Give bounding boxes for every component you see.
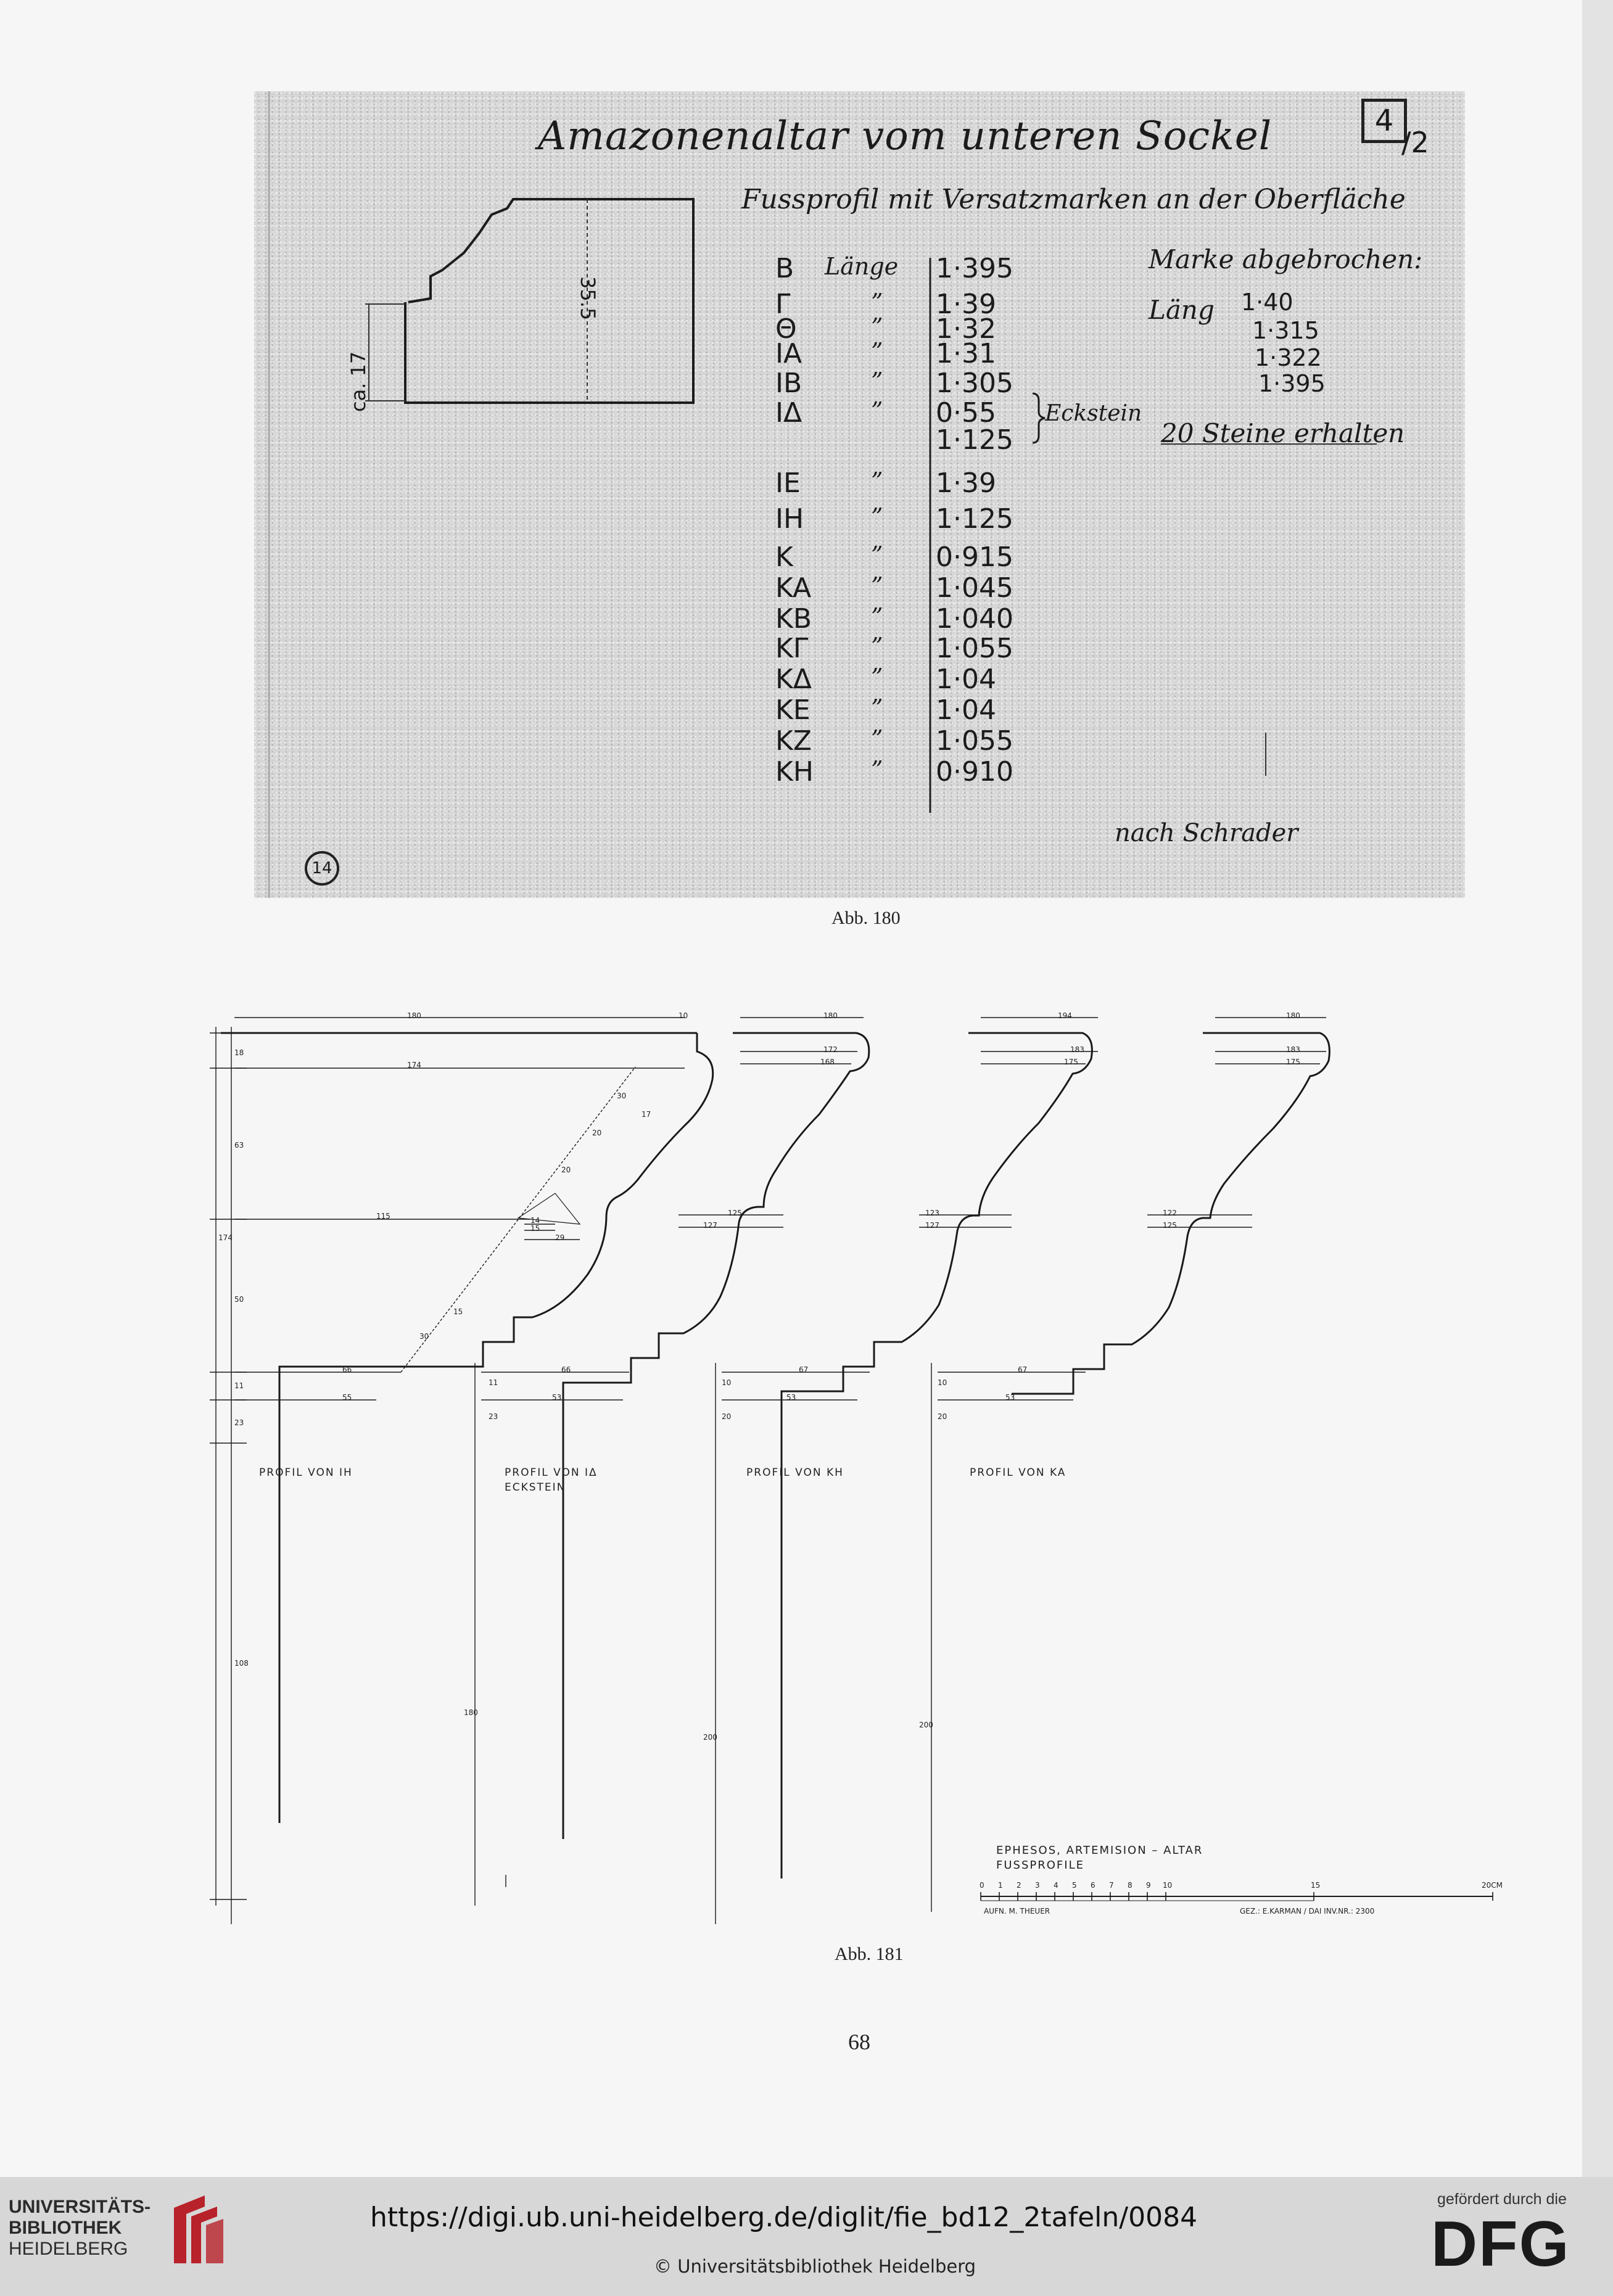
dim-label: 180 <box>823 1011 838 1020</box>
marker-value: 1·31 <box>936 338 996 369</box>
profile-drawing-lines <box>210 999 1524 1930</box>
marker-label: ” <box>871 633 883 660</box>
right-value-1: 1·40 <box>1241 289 1293 316</box>
scale-tick-label: 3 <box>1035 1881 1040 1890</box>
marker-value: 1·39 <box>936 289 996 320</box>
title-block-line2: FUSSPROFILE <box>996 1859 1084 1872</box>
marker-letter: Θ <box>775 313 797 345</box>
marker-value: 0·55 <box>936 397 996 429</box>
profile-ih-label: PROFIL VON IH <box>259 1467 353 1479</box>
marker-letter: KE <box>775 694 811 726</box>
marker-letter: B <box>775 253 794 284</box>
dim-label: 125 <box>1163 1221 1177 1230</box>
document-url[interactable]: https://digi.ub.uni-heidelberg.de/diglit/fie_bd12_2tafeln/0084 <box>370 2202 1198 2233</box>
circle-number: 14 <box>305 851 339 886</box>
dim-label: 175 <box>1286 1058 1300 1066</box>
dim-label: 127 <box>703 1221 717 1230</box>
dim-label: 17 <box>641 1110 651 1119</box>
marker-label: ” <box>871 338 883 365</box>
marker-label: ” <box>871 756 883 783</box>
scale-tick-label: 10 <box>1163 1881 1173 1890</box>
page-number: 68 <box>848 2030 870 2054</box>
marker-value: 1·305 <box>936 368 1013 399</box>
marker-letter: IΔ <box>775 397 802 429</box>
right-value-2: 1·315 <box>1252 317 1319 344</box>
marker-letter: KΔ <box>775 664 812 695</box>
marker-label: ” <box>871 664 883 691</box>
dim-label: 67 <box>799 1365 809 1374</box>
profile-ida-dimlines <box>475 1018 864 1906</box>
marker-value: 1·395 <box>936 253 1013 284</box>
profile-ka-label: PROFIL VON KA <box>970 1467 1066 1479</box>
marker-letter: KA <box>775 572 812 604</box>
dim-label: 200 <box>919 1721 933 1729</box>
marker-label: ” <box>871 603 883 630</box>
marker-value: 1·125 <box>936 424 1013 456</box>
dim-label: 20 <box>722 1412 732 1421</box>
dim-label: 53 <box>786 1393 796 1402</box>
dim-label: 200 <box>703 1733 717 1742</box>
dim-label: 168 <box>820 1058 835 1066</box>
marker-letter: IB <box>775 368 802 399</box>
dim-label: 23 <box>489 1412 498 1421</box>
profile-ida-label: PROFIL VON IΔ <box>505 1467 598 1479</box>
scale-tick-label: 7 <box>1109 1881 1114 1890</box>
dim-label: 14 <box>530 1216 540 1225</box>
profile-width-label: 35.5 <box>576 276 600 321</box>
dim-label: 180 <box>464 1708 478 1717</box>
stones-note: 20 Steine erhalten <box>1161 418 1405 448</box>
dim-label: 67 <box>1018 1365 1028 1374</box>
scan-box-number: 4 <box>1361 99 1407 143</box>
title-block-left-credit: AUFN. M. THEUER <box>984 1907 1050 1915</box>
handwritten-scan <box>254 91 1465 898</box>
dim-label: 180 <box>407 1011 421 1020</box>
marker-letter: KB <box>775 603 812 635</box>
dim-label: 127 <box>925 1221 939 1230</box>
scan-subtitle: Fussprofil mit Versatzmarken an der Oberfläche <box>741 184 1406 215</box>
marker-value: 0·915 <box>936 541 1013 573</box>
profile-ida-outline <box>563 1033 869 1839</box>
marker-letter: K <box>775 541 793 573</box>
right-value-3: 1·322 <box>1255 344 1322 371</box>
dim-label: 18 <box>234 1048 244 1057</box>
title-block-right-credit: GEZ.: E.KARMAN / DAI INV.NR.: 2300 <box>1240 1907 1375 1915</box>
dim-label: 10 <box>938 1378 947 1387</box>
profile-kh-label: PROFIL VON KH <box>746 1467 844 1479</box>
marker-value: 0·910 <box>936 756 1013 788</box>
dim-label: 53 <box>552 1393 562 1402</box>
marker-label: ” <box>871 313 883 340</box>
profile-ida-sublabel: ECKSTEIN <box>505 1481 566 1494</box>
marker-letter: Γ <box>775 289 791 320</box>
profile-ih-outline <box>221 1033 713 1823</box>
dim-label: 55 <box>342 1393 352 1402</box>
dim-label: 50 <box>234 1295 244 1304</box>
scale-tick-label: 5 <box>1072 1881 1077 1890</box>
dim-label: 15 <box>530 1224 540 1233</box>
dim-label: 122 <box>1163 1209 1177 1217</box>
dim-label: 174 <box>218 1233 233 1242</box>
scale-tick-label: 15 <box>1311 1881 1321 1890</box>
dim-label: 194 <box>1058 1011 1072 1020</box>
marker-label: ” <box>871 503 883 530</box>
title-block-line1: EPHESOS, ARTEMISION – ALTAR <box>996 1844 1203 1857</box>
dim-label: 20 <box>592 1129 602 1137</box>
dim-label: 10 <box>679 1011 688 1020</box>
marker-label: Länge <box>825 253 899 280</box>
dim-label: 10 <box>722 1378 732 1387</box>
marker-label: ” <box>871 397 883 424</box>
marker-letter: IA <box>775 338 802 369</box>
dim-label: 30 <box>617 1092 627 1100</box>
eckstein-note: Eckstein <box>1045 401 1142 426</box>
dim-label: 172 <box>823 1045 838 1054</box>
dim-label: 53 <box>1005 1393 1015 1402</box>
marker-letter: IH <box>775 503 804 535</box>
right-heading: Marke abgebrochen: <box>1149 244 1423 274</box>
dim-label: 183 <box>1070 1045 1084 1054</box>
marker-value: 1·04 <box>936 694 996 726</box>
scale-tick-label: 0 <box>980 1881 984 1890</box>
marker-value: 1·32 <box>936 313 996 345</box>
library-name-line2: BIBLIOTHEK <box>9 2218 122 2238</box>
dim-label: 125 <box>728 1209 742 1217</box>
marker-value: 1·055 <box>936 633 1013 664</box>
marker-letter: KZ <box>775 725 812 757</box>
scale-tick-label: 1 <box>998 1881 1003 1890</box>
scale-tick-label: 2 <box>1017 1881 1021 1890</box>
dim-label: 115 <box>376 1212 390 1220</box>
library-name-line1: UNIVERSITÄTS- <box>9 2197 151 2217</box>
dim-label: 174 <box>407 1061 421 1069</box>
marker-value: 1·04 <box>936 664 996 695</box>
dim-label: 66 <box>561 1365 571 1374</box>
scan-title: Amazonenaltar vom unteren Sockel <box>538 113 1273 159</box>
marker-letter: IE <box>775 467 801 499</box>
dim-label: 11 <box>489 1378 498 1387</box>
profile-drawing <box>210 999 1524 1930</box>
marker-label: ” <box>871 467 883 495</box>
scale-tick-label: 20CM <box>1482 1881 1503 1890</box>
scale-tick-label: 4 <box>1054 1881 1058 1890</box>
marker-value: 1·045 <box>936 572 1013 604</box>
marker-value: 1·055 <box>936 725 1013 757</box>
footer-bar <box>0 2177 1613 2296</box>
right-value-4: 1·395 <box>1258 370 1326 397</box>
page-edge <box>1582 0 1613 2177</box>
dfg-caption: gefördert durch die <box>1437 2191 1567 2208</box>
marker-label: ” <box>871 572 883 599</box>
dfg-logo: DFG <box>1431 2208 1570 2280</box>
scale-tick-label: 8 <box>1128 1881 1132 1890</box>
caption-abb-180: Abb. 180 <box>831 908 901 928</box>
profile-kh-outline <box>782 1033 1092 1878</box>
dim-label: 15 <box>453 1307 463 1316</box>
marker-value: 1·040 <box>936 603 1013 635</box>
library-name-line3: HEIDELBERG <box>9 2239 128 2259</box>
scale-tick-label: 9 <box>1146 1881 1151 1890</box>
marker-label: ” <box>871 725 883 752</box>
library-logo-icon <box>162 2195 223 2263</box>
marker-letter: KH <box>775 756 814 788</box>
dim-label: 30 <box>419 1332 429 1341</box>
dim-label: 29 <box>555 1233 565 1242</box>
dim-label: 66 <box>342 1365 352 1374</box>
scan-box-fraction: /2 <box>1401 126 1429 159</box>
dim-label: 63 <box>234 1141 244 1150</box>
caption-abb-181: Abb. 181 <box>835 1944 904 1964</box>
signature: nach Schrader <box>1115 819 1298 847</box>
profile-height-label: ca. 17 <box>347 351 370 412</box>
copyright: © Universitätsbibliothek Heidelberg <box>654 2256 976 2277</box>
dim-label: 11 <box>234 1381 244 1390</box>
dim-label: 175 <box>1064 1058 1078 1066</box>
scale-tick-label: 6 <box>1091 1881 1095 1890</box>
marker-label: ” <box>871 541 883 569</box>
dim-label: 123 <box>925 1209 939 1217</box>
dim-label: 180 <box>1286 1011 1300 1020</box>
marker-label: ” <box>871 694 883 722</box>
marker-label: ” <box>871 289 883 316</box>
dim-label: 23 <box>234 1418 244 1427</box>
marker-letter: KΓ <box>775 633 809 664</box>
scale-bar <box>981 1892 1493 1901</box>
dim-label: 20 <box>938 1412 947 1421</box>
dim-label: 183 <box>1286 1045 1300 1054</box>
dim-label: 108 <box>234 1659 249 1668</box>
profile-ka-dimlines <box>931 1018 1326 1912</box>
dim-label: 20 <box>561 1166 571 1174</box>
right-label: Läng <box>1149 295 1215 325</box>
marker-value: 1·39 <box>936 467 996 499</box>
marker-value: 1·125 <box>936 503 1013 535</box>
marker-label: ” <box>871 368 883 395</box>
